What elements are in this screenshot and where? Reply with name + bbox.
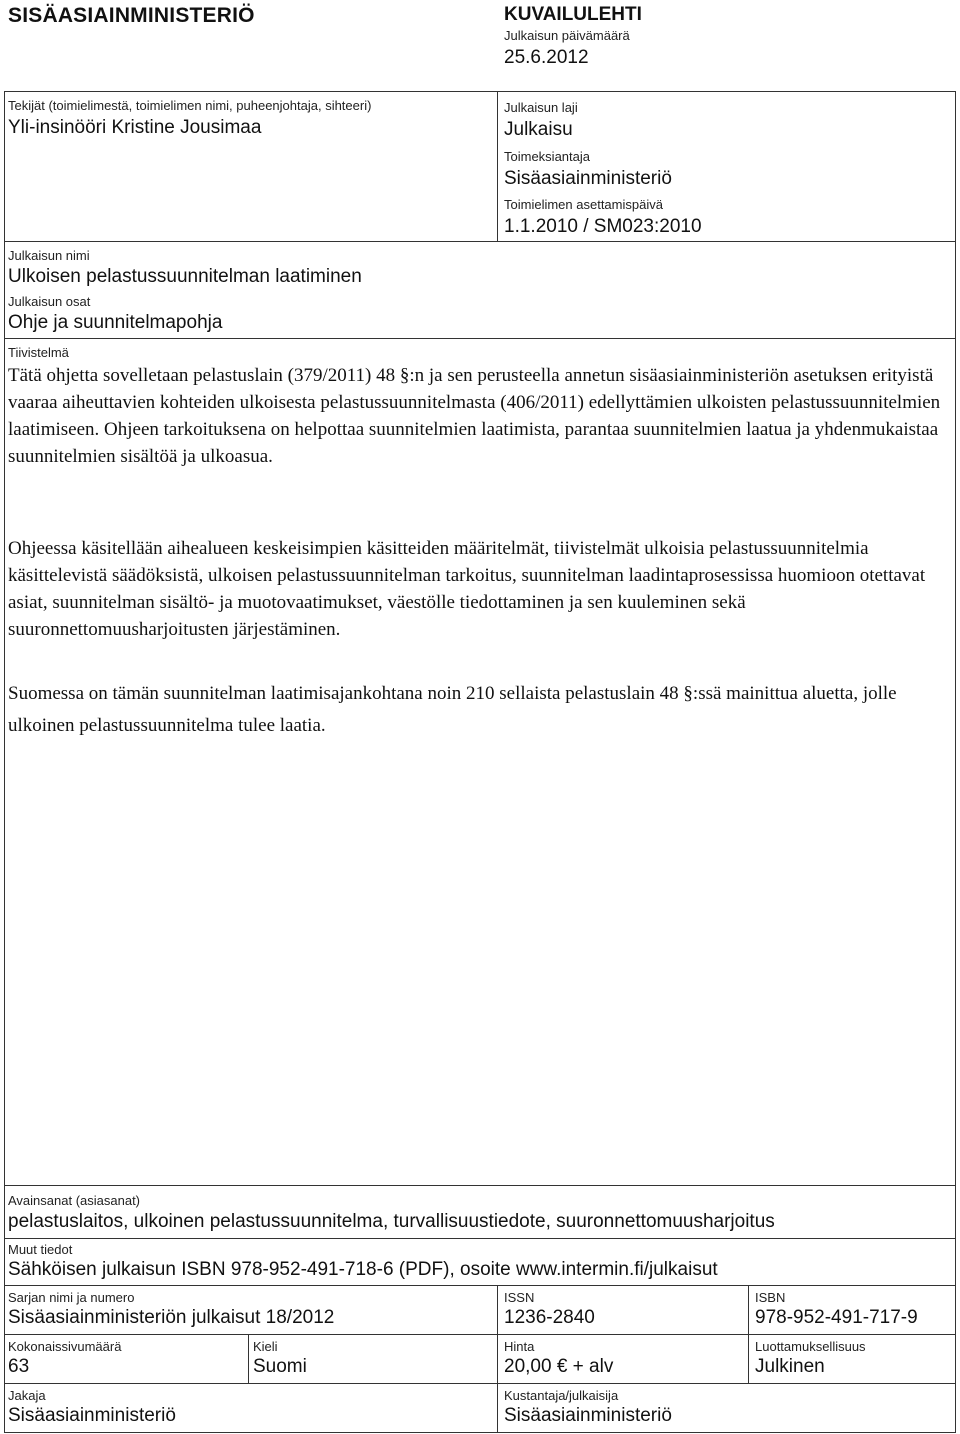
summary-paragraph-2: Ohjeessa käsitellään aihealueen keskeisimpien käsitteiden määritelmät, tiivistelmät ulkoisia pelastussuunnitelmia käsittelevistä säädöksistä, ulkoisen pelastussuunnitelman tarkoitus, suunnitelman laadintaprosessissa huomioon otettavat asiat, suunnitelman sisältö- ja muotovaatimukset, väestölle tiedottaminen ja sen kuuleminen sekä suuronnettomuusharjoitusten järjestäminen. [8,538,926,640]
header-divider [497,91,498,241]
right-block-bottom-rule [497,241,955,242]
table-left-rule [4,1185,5,1433]
publication-type-value: Julkaisu [504,119,573,140]
publisher-value: Sisäasiainministeriö [504,1405,672,1426]
authors-label: Tekijät (toimielimestä, toimielimen nimi, puheenjohtaja, sihteeri) [8,98,372,113]
top-rule [4,91,956,92]
other-info-value: Sähköisen julkaisun ISBN 978-952-491-718-6 (PDF), osoite www.intermin.fi/julkaisut [8,1259,718,1280]
left-rule [4,91,5,1185]
publication-date-value: 25.6.2012 [504,47,589,68]
confidentiality-value: Julkinen [755,1356,825,1377]
isbn-label: ISBN [755,1290,786,1305]
parts-label: Julkaisun osat [8,294,91,309]
price-confidentiality-divider [748,1334,749,1383]
keywords-label: Avainsanat (asiasanat) [8,1193,141,1208]
set-date-label: Toimielimen asettamispäivä [504,197,663,212]
summary-label: Tiivistelmä [8,345,69,360]
issn-isbn-divider [748,1285,749,1334]
title-label: Julkaisun nimi [8,248,90,263]
series-col-divider [497,1285,498,1433]
keywords-value: pelastuslaitos, ulkoinen pelastussuunnitelma, turvallisuustiedote, suuronnettomuusharjoitus [8,1211,775,1232]
other-info-top-rule [4,1238,956,1239]
commissioner-value: Sisäasiainministeriö [504,168,672,189]
series-label: Sarjan nimi ja numero [8,1290,135,1305]
title-top-rule [4,241,497,242]
authors-value: Yli-insinööri Kristine Jousimaa [8,117,262,138]
issn-value: 1236-2840 [504,1307,595,1328]
publisher-label: Kustantaja/julkaisija [504,1388,619,1403]
series-row-top-rule [4,1285,956,1286]
table-bottom-rule [4,1432,956,1433]
publication-type-label: Julkaisun laji [504,100,578,115]
publication-date-label: Julkaisun päivämäärä [504,28,630,43]
right-rule [955,91,956,1185]
distributor-row-top-rule [4,1383,956,1384]
keywords-top-rule [4,1185,956,1186]
table-right-rule [955,1185,956,1433]
summary-paragraph-1: Tätä ohjetta sovelletaan pelastuslain (379/2011) 48 §:n ja sen perusteella annetun sisäasiainministeriön asetuksen erityistä vaaraa aiheuttavien kohteiden ulkoisesta pelastussuunnitelmasta (406/2011) edellyttämien ulkoisten pelastussuunnitelmien laatimiseen. Ohjeen tarkoituksena on helpottaa suunnitelmien laatimista, parantaa suunnitelmien laatua ja yhdenmukaistaa suunnitelmien sisältöä ja ulkoasua. [8,365,941,467]
other-info-label: Muut tiedot [8,1242,73,1257]
document-type: KUVAILULEHTI [504,4,642,25]
language-label: Kieli [253,1339,278,1354]
distributor-label: Jakaja [8,1388,46,1403]
distributor-value: Sisäasiainministeriö [8,1405,176,1426]
pages-language-divider [248,1334,249,1383]
confidentiality-label: Luottamuksellisuus [755,1339,866,1354]
price-value: 20,00 € + alv [504,1356,614,1377]
pages-value: 63 [8,1356,30,1377]
set-date-value: 1.1.2010 / SM023:2010 [504,216,702,237]
ministry-name: SISÄASIAINMINISTERIÖ [8,4,255,27]
language-value: Suomi [253,1356,307,1377]
pages-row-top-rule [4,1334,956,1335]
summary-top-rule [4,338,956,339]
summary-paragraph-3: Suomessa on tämän suunnitelman laatimisajankohtana noin 210 sellaista pelastuslain 48 §:ssä mainittua aluetta, jolle ulkoinen pelastussuunnitelma tulee laatia. [8,683,897,736]
parts-value: Ohje ja suunnitelmapohja [8,312,223,333]
price-label: Hinta [504,1339,535,1354]
title-value: Ulkoisen pelastussuunnitelman laatiminen [8,266,362,287]
series-value: Sisäasiainministeriön julkaisut 18/2012 [8,1307,335,1328]
isbn-value: 978-952-491-717-9 [755,1307,918,1328]
issn-label: ISSN [504,1290,535,1305]
pages-label: Kokonaissivumäärä [8,1339,122,1354]
commissioner-label: Toimeksiantaja [504,149,590,164]
